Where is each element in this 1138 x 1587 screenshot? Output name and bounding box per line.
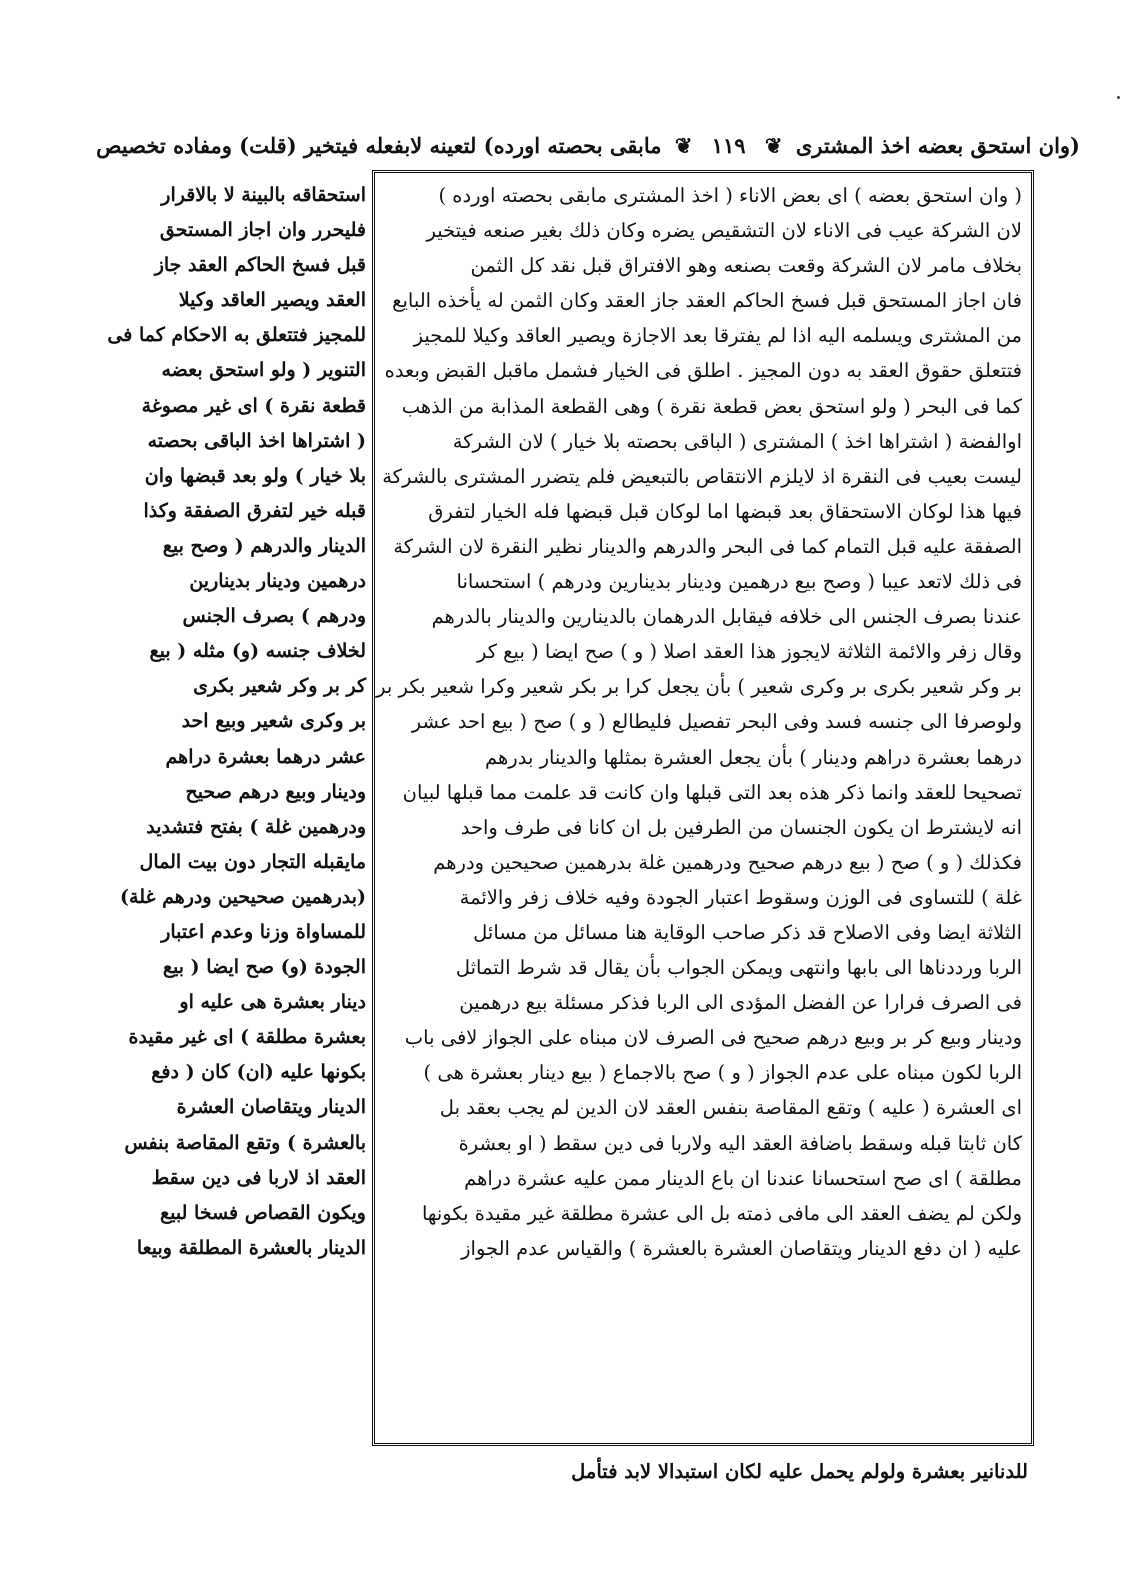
margin-text-line: ودرهم ) بصرف الجنس bbox=[182, 605, 366, 628]
main-text-line: ودينار وبيع كر بر وبيع درهم صحيح فى الصرف لان مبناه على الجواز لافى باب bbox=[404, 1026, 1022, 1050]
margin-text-line: كر بر وكر شعير بكرى bbox=[193, 675, 366, 698]
margin-text-line: الدينار بالعشرة المطلقة وبيعا bbox=[136, 1236, 366, 1259]
speck bbox=[1117, 96, 1120, 99]
main-text-line: الربا لكون مبناه على عدم الجواز ( و ) صح بالاجماع ( بيع دينار بعشرة هى ) bbox=[423, 1061, 1022, 1085]
running-header bbox=[96, 128, 1080, 164]
margin-text-line: (بدرهمين صحيحين ودرهم غلة) bbox=[120, 885, 366, 908]
main-text-line: ولوصرفا الى جنسه فسد وفى البحر تفصيل فليطالع ( و ) صح ( بيع احد عشر bbox=[411, 710, 1022, 734]
margin-commentary-text bbox=[107, 178, 366, 1442]
header-text-right: (وان استحق بعضه اخذ المشترى bbox=[795, 133, 1080, 158]
margin-text-line: بر وكرى شعير وبيع احد bbox=[181, 710, 366, 733]
main-text-line: الصفقة عليه قبل التمام كما فى البحر والدرهم والدينار نظير النقرة لان الشركة bbox=[393, 534, 1022, 558]
main-commentary-text bbox=[376, 178, 1022, 1438]
margin-text-line: عشر درهما بعشرة دراهم bbox=[165, 745, 366, 768]
main-text-line: الثلاثة ايضا وفى الاصلاح قد ذكر صاحب الوقاية هنا مسائل من مسائل bbox=[473, 920, 1022, 944]
main-text-line: فيها هذا لوكان الاستحقاق بعد قبضها اما لوكان قبل قبضها فله الخيار لتفرق bbox=[428, 499, 1022, 523]
main-text-line: لان الشركة عيب فى الاناء لان التشقيص يضره وكان ذلك بغير صنعه فيتخير bbox=[426, 219, 1022, 243]
margin-text-line: الجودة (و) صح ايضا ( بيع bbox=[162, 956, 366, 979]
main-text-line: عليه ( ان دفع الدينار ويتقاصان العشرة بالعشرة ) والقياس عدم الجواز bbox=[461, 1236, 1022, 1260]
margin-text-line: قبل فسخ الحاكم العقد جاز bbox=[154, 254, 366, 277]
margin-text-line: مايقبله التجار دون بيت المال bbox=[139, 850, 366, 873]
margin-text-line: درهمين ودينار بدينارين bbox=[189, 570, 366, 593]
margin-text-line: ودينار وبيع درهم صحيح bbox=[185, 780, 366, 803]
margin-text-line: قبله خير لتفرق الصفقة وكذا bbox=[143, 499, 366, 522]
main-text-line: فتتعلق حقوق العقد به دون المجيز . اطلق فى الخيار فشمل ماقبل القبض وبعده bbox=[384, 359, 1022, 383]
main-text-line: فى الصرف فرارا عن الفضل المؤدى الى الربا فذكر مسئلة بيع درهمين bbox=[459, 991, 1022, 1015]
main-text-line: درهما بعشرة دراهم ودينار ) بأن يجعل العشرة بمثلها والدينار بدرهم bbox=[485, 745, 1022, 769]
main-text-line: بر وكر شعير بكرى بر وكرى شعير ) بأن يجعل كرا بر بكر شعير وكرا شعير بكر بر bbox=[376, 675, 1022, 699]
header-text-left: مابقى بحصته اورده) لتعينه لابفعله فيتخير (قلت) ومفاده تخصيص bbox=[96, 133, 662, 158]
main-text-line: فكذلك ( و ) صح ( بيع درهم صحيح ودرهمين غلة بدرهمين صحيحين ودرهم bbox=[433, 850, 1022, 874]
footer-line: للدنانير بعشرة ولولم يحمل عليه لكان استبدالا لابد فتأمل bbox=[571, 1460, 1028, 1483]
margin-text-line: فليحرر وان اجاز المستحق bbox=[159, 219, 366, 242]
main-text-line: ( وان استحق بعضه ) اى بعض الاناء ( اخذ المشترى مابقى بحصته اورده ) bbox=[438, 184, 1022, 207]
margin-text-line: ( اشتراها اخذ الباقى بحصته bbox=[147, 429, 366, 452]
main-text-line: تصحيحا للعقد وانما ذكر هذه بعد التى قبلها وان كانت قد علمت مما قبلها لبيان bbox=[402, 780, 1022, 804]
main-text-line: وقال زفر والائمة الثلاثة لايجوز هذا العقد اصلا ( و ) صح ايضا ( بيع كر bbox=[476, 640, 1022, 664]
main-text-line: ليست بعيب فى النقرة اذ لايلزم الانتقاص بالتبعيض فلم يتضرر المشترى بالشركة bbox=[382, 464, 1022, 488]
margin-text-line: بلا خيار ) ولو بعد قبضها وان bbox=[144, 464, 366, 487]
ornament-icon: ❦ bbox=[764, 133, 783, 158]
margin-text-line: ودرهمين غلة ) بفتح فتشديد bbox=[146, 815, 366, 838]
margin-text-line: لخلاف جنسه (و) مثله ( بيع bbox=[149, 640, 366, 663]
main-text-line: انه لايشترط ان يكون الجنسان من الطرفين بل ان كانا فى طرف واحد bbox=[460, 815, 1022, 839]
margin-text-line: الدينار ويتقاصان العشرة bbox=[176, 1096, 366, 1119]
main-text-line: كما فى البحر ( ولو استحق بعض قطعة نقرة ) وهى القطعة المذابة من الذهب bbox=[401, 394, 1022, 418]
margin-text-line: ويكون القصاص فسخا لبيع bbox=[160, 1201, 366, 1224]
main-text-line: عندنا بصرف الجنس الى خلافه فيقابل الدرهمان بالدينارين والدينار بالدرهم bbox=[431, 605, 1022, 629]
margin-text-line: قطعة نقرة ) اى غير مصوغة bbox=[141, 394, 366, 417]
margin-text-line: التنوير ( ولو استحق بعضه bbox=[161, 359, 366, 382]
margin-text-line: للمجيز فتتعلق به الاحكام كما فى bbox=[107, 324, 366, 347]
main-text-line: اوالفضة ( اشتراها اخذ ) المشترى ( الباقى بحصته بلا خيار ) لان الشركة bbox=[452, 429, 1022, 453]
main-text-line: مطلقة ) اى صح استحسانا عندنا ان باع الدينار ممن عليه عشرة دراهم bbox=[464, 1166, 1022, 1190]
margin-text-line: للمساواة وزنا وعدم اعتبار bbox=[161, 920, 366, 943]
main-text-line: بخلاف مامر لان الشركة وقعت بصنعه وهو الافتراق قبل نقد كل الثمن bbox=[470, 254, 1022, 278]
main-text-line: ولكن لم يضف العقد الى مافى ذمته بل الى عشرة مطلقة غير مقيدة بكونها bbox=[421, 1201, 1022, 1225]
margin-text-line: بكونها عليه (ان) كان ( دفع bbox=[151, 1061, 366, 1084]
margin-text-line: استحقاقه بالبينة لا بالاقرار bbox=[161, 184, 366, 206]
margin-text-line: بعشرة مطلقة ) اى غير مقيدة bbox=[128, 1026, 366, 1049]
main-text-line: فان اجاز المستحق قبل فسخ الحاكم العقد جاز العقد وكان الثمن له يأخذه البايع bbox=[392, 289, 1022, 313]
margin-text-line: العقد اذ لاربا فى دين سقط bbox=[151, 1166, 366, 1189]
margin-text-line: دينار بعشرة هى عليه او bbox=[179, 991, 366, 1014]
main-text-line: كان ثابتا قبله وسقط باضافة العقد اليه ولاربا فى دين سقط ( او بعشرة bbox=[458, 1131, 1022, 1155]
main-text-line: اى العشرة ( عليه ) وتقع المقاصة بنفس العقد لان الدين لم يجب بعقد بل bbox=[439, 1096, 1022, 1120]
margin-text-line: بالعشرة ) وتقع المقاصة بنفس bbox=[124, 1131, 366, 1154]
main-text-line: فى ذلك لاتعد عيبا ( وصح بيع درهمين ودينار بدينارين ودرهم ) استحسانا bbox=[456, 570, 1022, 594]
main-text-line: من المشترى ويسلمه اليه اذا لم يفترقا بعد الاجازة ويصير العاقد وكيلا للمجيز bbox=[413, 324, 1022, 348]
page-number: ١١٩ bbox=[711, 133, 746, 158]
ornament-icon: ❦ bbox=[674, 133, 693, 158]
margin-text-line: الدينار والدرهم ( وصح بيع bbox=[162, 534, 366, 557]
main-text-line: غلة ) للتساوى فى الوزن وسقوط اعتبار الجودة وفيه خلاف زفر والائمة bbox=[459, 885, 1022, 909]
main-text-line: الربا ورددناها الى بابها وانتهى ويمكن الجواب بأن يقال قد شرط التماثل bbox=[455, 956, 1022, 980]
margin-text-line: العقد ويصير العاقد وكيلا bbox=[178, 289, 366, 312]
